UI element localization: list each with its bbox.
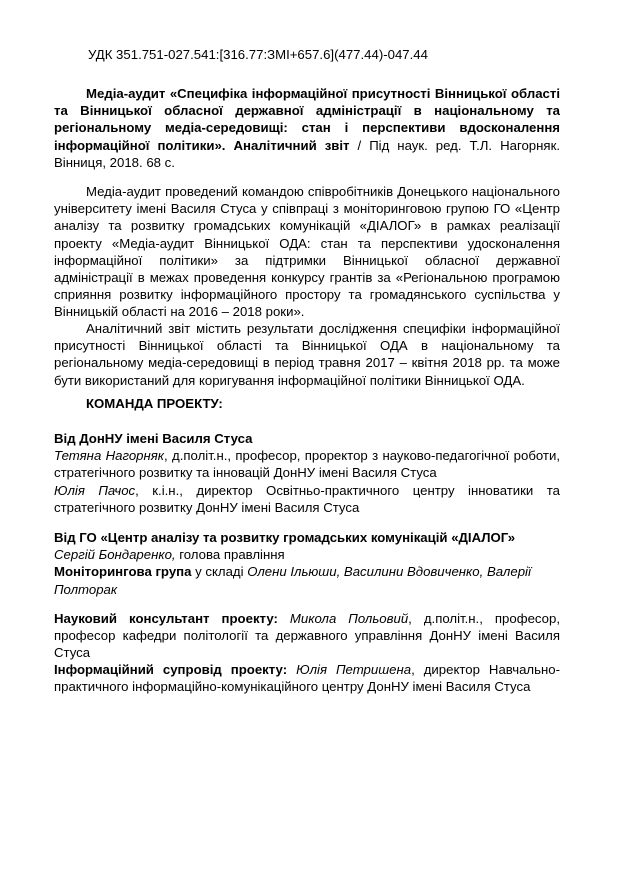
consultant-role: , д.політ.н., професор, професор кафедри політології та державного управління ДонНУ імені Василя Стуса (54, 611, 560, 661)
member-name: Юлія Пачос (54, 482, 136, 498)
summary-paragraph: Аналітичний звіт містить результати дослідження специфіки інформаційної присутності Вінницької області та Вінницької ОДА в національному та регіональному медіа-середовищі в період травня 2017 – квітня 2018 рр. та може бути використаний для коригування інформаційної політики Вінницької ОДА. (54, 321, 560, 388)
monitoring-group (54, 563, 560, 597)
citation-details: / Під наук. ред. Т.Л. Нагорняк. Вінниця, 2018. 68 с. (54, 137, 561, 170)
udc-code: УДК 351.751-027.541:[316.77:ЗМІ+657.6](477.44)-047.44 (88, 47, 428, 62)
info-support-label: Інформаційний супровід проекту: (54, 662, 288, 677)
team-member (54, 447, 560, 481)
info-support-name: Юлія Петришена (296, 662, 412, 677)
chair-name: Сергій Бондаренко, (54, 547, 176, 563)
info-support-role: , директор Навчально-практичного інформаційно-комунікаційного центру ДонНУ імені Василя Стуса (54, 662, 560, 695)
citation (54, 85, 560, 171)
member-name: Тетяна Нагорняк (54, 448, 165, 464)
consultant (54, 610, 560, 662)
donnu-heading: Від ДонНУ імені Василя Стуса (54, 431, 253, 446)
citation-title: Медіа-аудит «Специфіка інформаційної присутності Вінницької області та Вінницької обласної державної адміністрації в національному та регіональному медіа-середовищі: стан і перспективи вдосконалення інформаційної політики». (54, 86, 560, 153)
monitoring-names: Олени Ільюши, Василини Вдовиченко, Валерії Полторак (54, 564, 531, 597)
member-role: , д.політ.н., професор, проректор з науково-педагогічної роботи, стратегічного розвитку та інновацій ДонНУ імені Василя Стуса (54, 448, 560, 481)
monitoring-connector: у складі (191, 564, 248, 580)
info-support (54, 661, 560, 695)
team-member (54, 482, 560, 516)
consultant-label: Науковий консультант проекту: (54, 611, 278, 626)
monitoring-label: Моніторингова група (54, 564, 192, 580)
consultant-name: Микола Польовий (289, 611, 409, 626)
donnu-section (54, 430, 560, 516)
chair-role: голова правління (175, 547, 285, 563)
member-role: , к.і.н., директор Освітньо-практичного центру інноватики та стратегічного розвитку ДонНУ імені Василя Стуса (54, 482, 560, 515)
ngo-section (54, 529, 560, 598)
team-heading: КОМАНДА ПРОЕКТУ: (86, 396, 223, 411)
intro-paragraph: Медіа-аудит проведений командою співробітників Донецького національного університету імені Василя Стуса у співпраці з моніторинговою групою ГО «Центр аналізу та розвитку громадських комунікацій «ДІАЛОГ» в рамках реалізації проекту «Медіа-аудит Вінницької ОДА: стан та перспективи удосконалення інформаційної політики» за підтримки Вінницької обласної державної адміністрації в межах проведення конкурсу грантів за «Регіональною програмою сприяння розвитку інформаційного простору та громадянського суспільства у Вінницькій області на 2016 – 2018 роки». (54, 184, 560, 320)
ngo-heading: Від ГО «Центр аналізу та розвитку громадських комунікацій «ДІАЛОГ» (54, 530, 516, 545)
citation-type: Аналітичний звіт (233, 137, 350, 153)
ngo-chair (54, 546, 560, 563)
